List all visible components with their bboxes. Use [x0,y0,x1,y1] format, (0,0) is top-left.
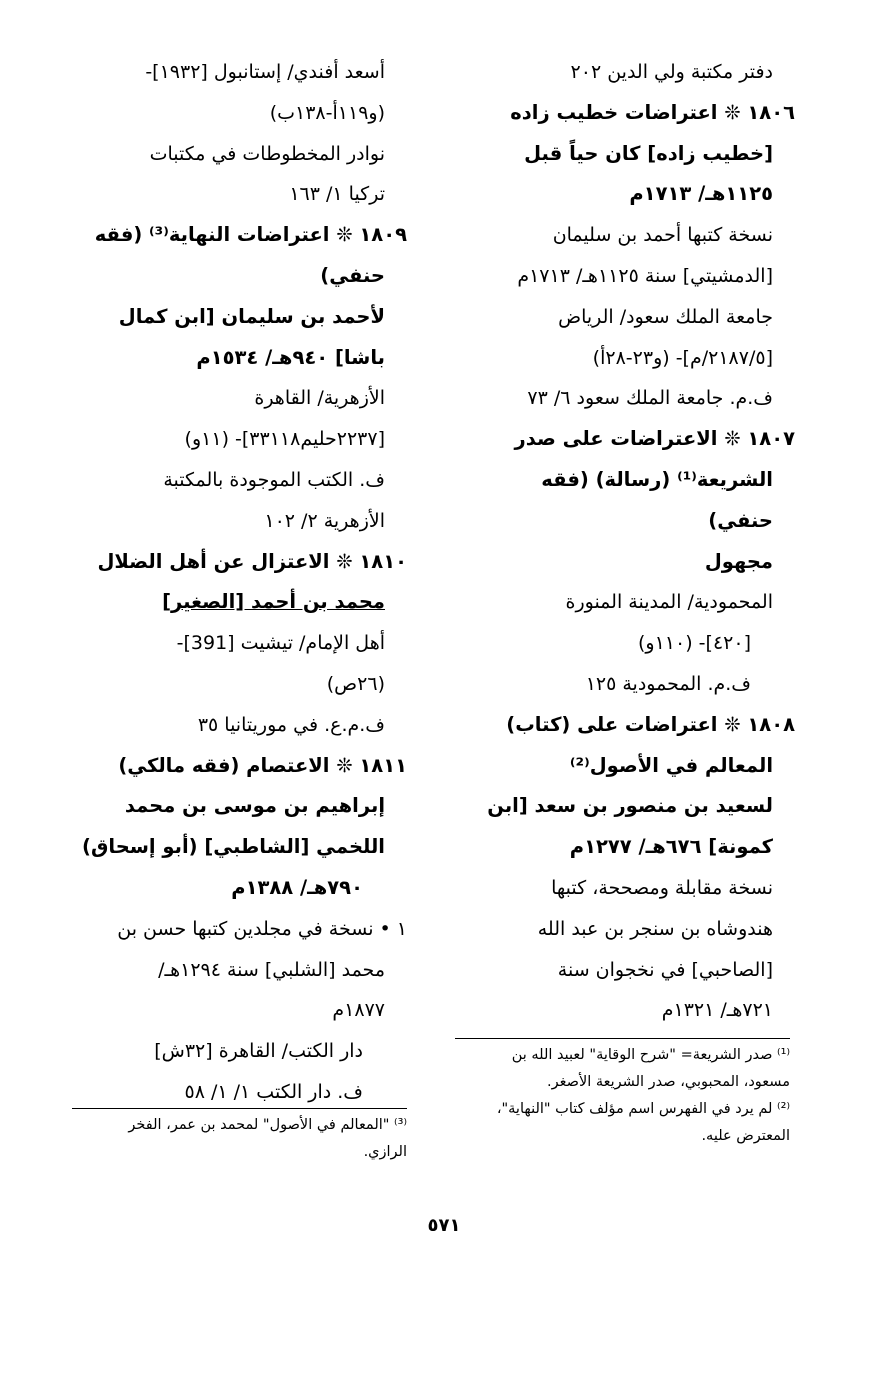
text-line [72,338,407,379]
text-line [455,582,795,623]
text-line [72,909,407,950]
text-line [455,786,795,827]
line-text: ١٨٠٨ ❊ اعتراضات على (كتاب) [506,712,795,736]
footnote-line: ⁽²⁾ لم يرد في الفهرس اسم مؤلف كتاب "النهاية"، [496,1101,790,1117]
text-line [455,950,795,991]
line-text: [خطيب زاده] كان حياً قبل [524,141,773,165]
line-text: ١٨٠٧ ❊ الاعتراضات على صدر [514,427,795,451]
text-line [72,460,407,501]
line-text: أسعد أفندي/ إستانبول [١٩٣٢]- [145,61,385,83]
text-line [455,501,795,542]
text-line [72,827,407,868]
line-text: ١١٢٥هـ/ ١٧١٣م [629,182,773,206]
line-text: ١٨٧٧م [332,999,385,1022]
text-line [72,93,407,134]
footnote-line: مسعود، المحبوبي، صدر الشريعة الأصغر. [547,1074,790,1090]
footnote-line: الرازي. [363,1144,407,1160]
line-text: الأزهرية/ القاهرة [254,387,385,410]
text-line [72,990,407,1031]
line-text: [الدمشيتي] سنة ١١٢٥هـ/ ١٧١٣م [517,264,773,287]
line-text: (و١١٩أ-١٣٨ب) [269,101,385,124]
text-line [455,419,795,460]
line-text: نسخة كتبها أحمد بن سليمان [552,224,773,247]
text-line [72,378,407,419]
text-line [72,664,407,705]
line-text: ف.م. جامعة الملك سعود ٦/ ٧٣ [527,387,773,410]
footnote-line: ⁽³⁾ "المعالم في الأصول" لمحمد بن عمر، الفخر [128,1117,407,1133]
line-text: جامعة الملك سعود/ الرياض [558,305,773,328]
line-text: [٢٢٣٧حليم٣٣١١٨]- (١١و) [184,428,385,451]
text-line [72,1031,407,1072]
line-text: اللخمي [الشاطبي] (أبو إسحاق) [82,835,385,859]
text-line [72,582,407,623]
footnote-rule-right [455,1038,790,1039]
footnotes-right [455,1042,790,1150]
text-line [455,52,795,93]
footnote-rule-left [72,1108,407,1109]
line-text: دار الكتب/ القاهرة [٣٢ش] [154,1040,363,1063]
text-line [72,868,407,909]
line-text: ١٨١١ ❊ الاعتصام (فقه مالكي) [118,753,407,777]
text-line [455,378,795,419]
text-line [72,419,407,460]
line-text: محمد بن أحمد [الصغير] [162,590,385,614]
line-text: الأزهرية ٢/ ١٠٢ [264,509,385,532]
text-line [455,338,795,379]
line-text: ١٨٠٩ ❊ اعتراضات النهاية⁽³⁾ (فقه [94,223,407,247]
line-text: المعالم في الأصول⁽²⁾ [569,753,773,777]
text-line [72,623,407,664]
text-line [455,909,795,950]
text-line [72,297,407,338]
line-text: كمونة] ٦٧٦هـ/ ١٢٧٧م [569,835,773,859]
line-text: نوادر المخطوطات في مكتبات [149,142,385,165]
line-text: مجهول [704,549,773,573]
text-line [455,827,795,868]
text-line [72,501,407,542]
text-line [72,256,407,297]
line-text: ١ • نسخة في مجلدين كتبها حسن بن [117,917,407,940]
text-line [455,174,795,215]
text-line [72,542,407,583]
line-text: المحمودية/ المدينة المنورة [565,591,773,614]
line-text: ف. الكتب الموجودة بالمكتبة [163,468,385,491]
line-text: لأحمد بن سليمان [ابن كمال [118,304,385,328]
footnote-line: المعترض عليه. [701,1128,790,1144]
line-text: الشريعة⁽¹⁾ (رسالة) (فقه [541,467,773,491]
text-line [72,134,407,175]
text-line [455,215,795,256]
line-text: ١٨٠٦ ❊ اعتراضات خطيب زاده [510,100,795,124]
text-line [455,746,795,787]
right-column [455,52,795,1031]
text-line [455,868,795,909]
line-text: حنفي) [320,263,385,287]
text-line [455,664,795,705]
line-text: نسخة مقابلة ومصححة، كتبها [551,876,773,899]
footnotes-left [72,1112,407,1166]
line-text: لسعيد بن منصور بن سعد [ابن [487,794,773,818]
text-line [455,705,795,746]
line-text: [٢١٨٧/٥/م]- (و٢٣-٢٨أ) [592,346,773,369]
text-line [455,623,795,664]
text-line [72,174,407,215]
line-text: إبراهيم بن موسى بن محمد [124,794,385,818]
line-text: حنفي) [708,508,773,532]
page-number: ٥٧١ [427,1215,461,1236]
left-column [72,52,407,1113]
line-text: أهل الإمام/ تيشيت [391]- [176,632,385,655]
text-line [455,297,795,338]
text-line [72,746,407,787]
text-line [72,786,407,827]
text-line [72,950,407,991]
line-text: باشا] ٩٤٠هـ/ ١٥٣٤م [196,345,385,369]
text-line [455,990,795,1031]
text-line [72,705,407,746]
text-line [72,215,407,256]
text-line [455,460,795,501]
text-line [72,1072,407,1113]
text-line [72,52,407,93]
line-text: [٤٢٠]- (١١٠و) [638,632,751,655]
line-text: ف.م.ع. في موريتانيا ٣٥ [197,713,385,736]
line-text: ١٨١٠ ❊ الاعتزال عن أهل الضلال [97,549,407,573]
line-text: هندوشاه بن سنجر بن عبد الله [537,917,773,940]
line-text: ف.م. المحمودية ١٢٥ [585,672,751,695]
line-text: ٧٩٠هـ/ ١٣٨٨م [231,875,363,899]
line-text: ٧٢١هـ/ ١٣٢١م [661,999,773,1022]
line-text: [الصاحبي] في نخجوان سنة [557,958,773,981]
line-text: دفتر مكتبة ولي الدين ٢٠٢ [570,61,773,83]
text-line [455,542,795,583]
text-line [455,134,795,175]
line-text: (٢٦ص) [326,672,385,695]
text-line [455,93,795,134]
line-text: تركيا ١/ ١٦٣ [289,183,385,206]
footnote-line: ⁽¹⁾ صدر الشريعة= "شرح الوقاية" لعبيد الله بن [511,1047,790,1063]
line-text: محمد [الشلبي] سنة ١٢٩٤هـ/ [158,958,385,981]
line-text: ف. دار الكتب ١/ ١/ ٥٨ [184,1080,363,1103]
text-line [455,256,795,297]
